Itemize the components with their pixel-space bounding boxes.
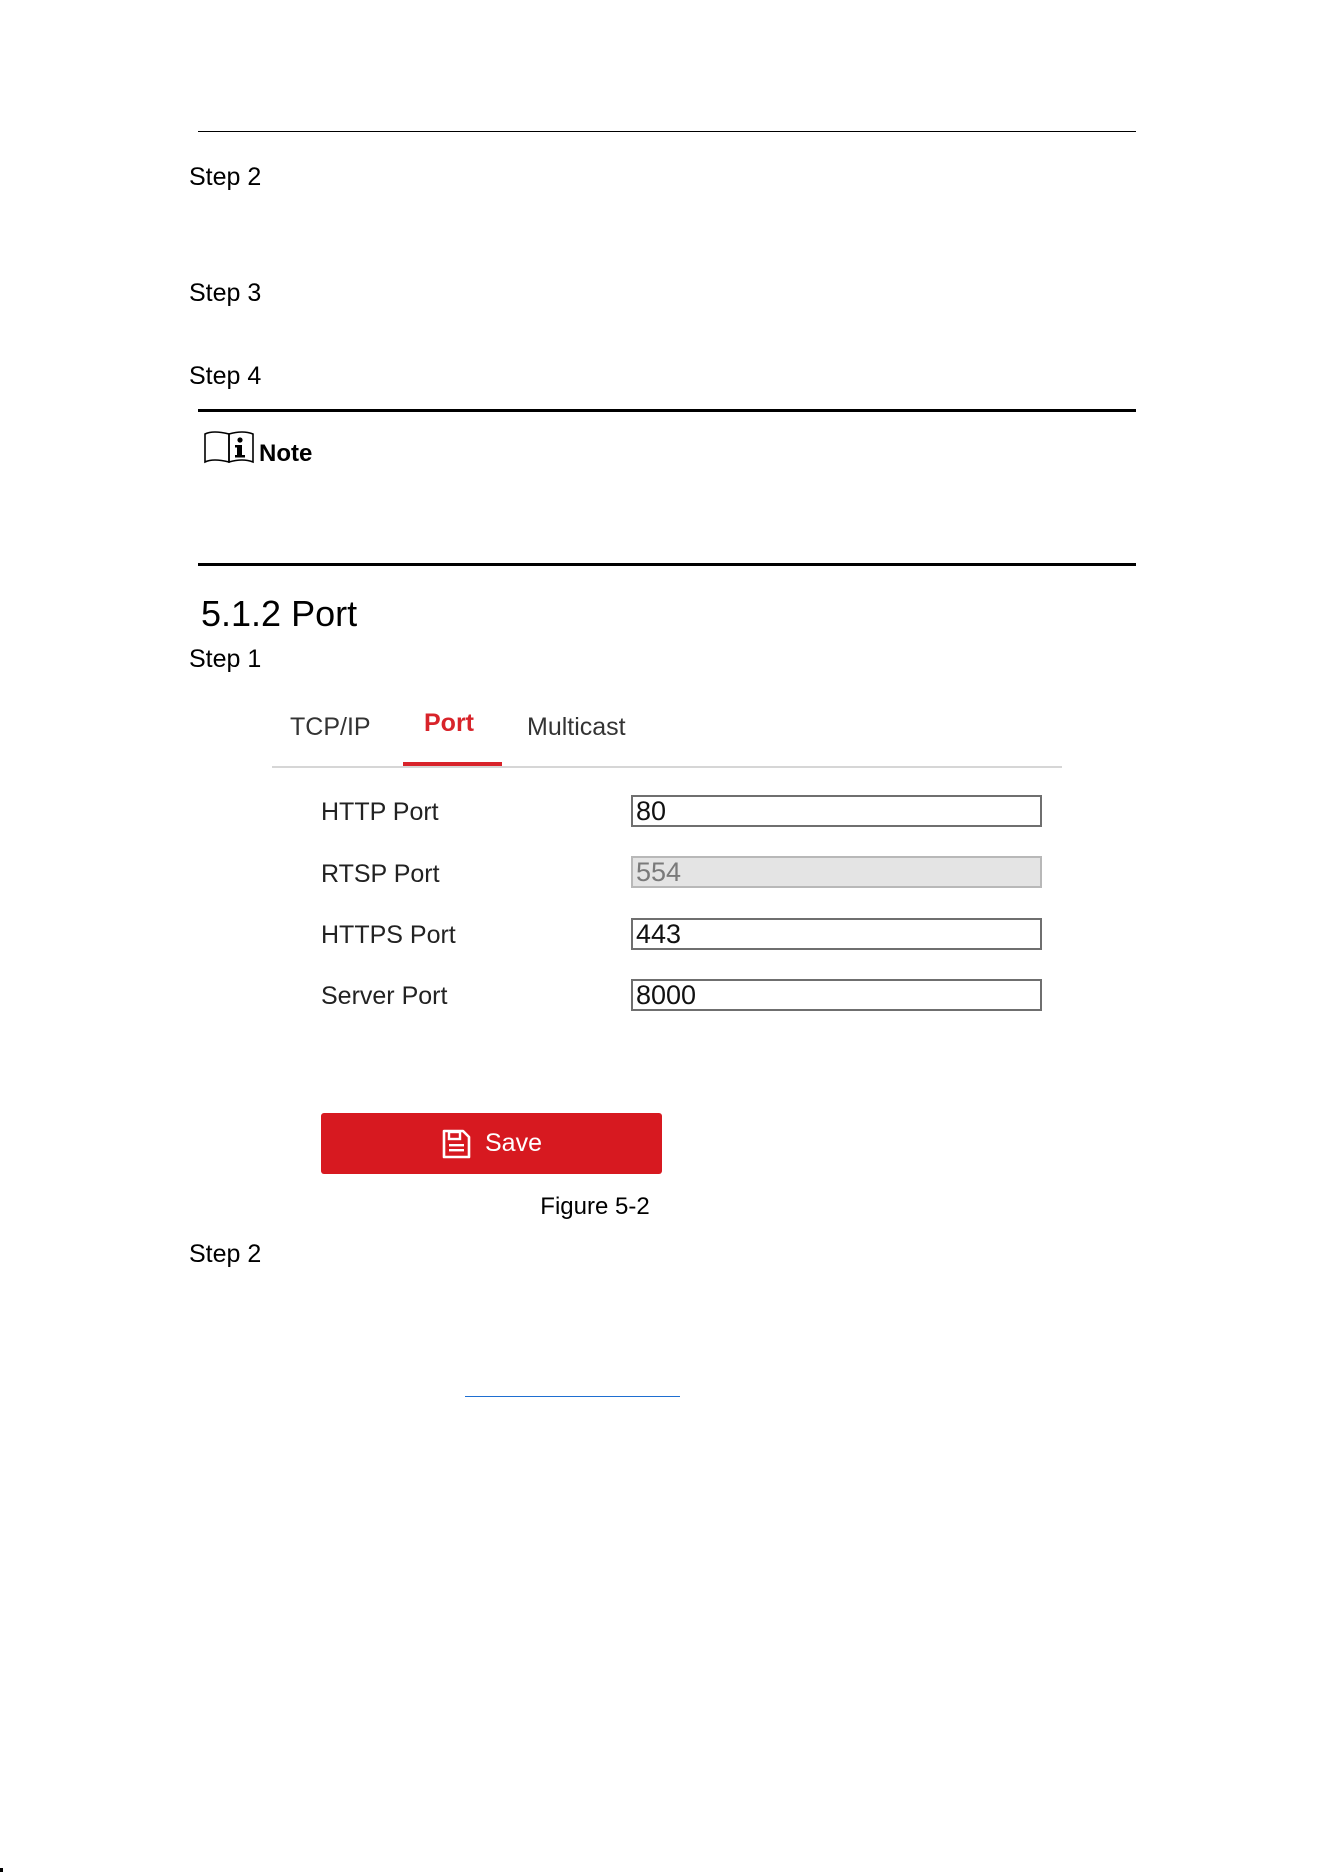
rtsp-port-label: RTSP Port	[321, 860, 440, 888]
tab-bar-divider	[272, 766, 1062, 768]
figure-caption: Figure 5-2	[540, 1193, 650, 1220]
step-label: Step 2	[189, 163, 262, 191]
step-label: Step 4	[189, 362, 262, 390]
step-label: Step 2	[189, 1240, 262, 1268]
https-port-label: HTTPS Port	[321, 921, 456, 949]
note-bottom-rule	[198, 563, 1136, 566]
tab-bar	[272, 700, 1062, 768]
save-button[interactable]	[321, 1113, 662, 1174]
note-top-rule	[198, 409, 1136, 412]
tab-tcp-ip[interactable]: TCP/IP	[290, 713, 371, 741]
tab-port[interactable]: Port	[424, 709, 474, 737]
tab-multicast[interactable]: Multicast	[527, 713, 626, 741]
page-corner-mark	[0, 1868, 3, 1872]
save-button-label: Save	[485, 1129, 542, 1157]
floppy-disk-icon	[441, 1129, 471, 1159]
http-port-label: HTTP Port	[321, 798, 439, 826]
server-port-label: Server Port	[321, 982, 448, 1010]
header-rule	[198, 131, 1136, 132]
section-heading: 5.1.2 Port	[201, 593, 358, 634]
step-label: Step 1	[189, 645, 262, 673]
hyperlink-underline[interactable]	[465, 1396, 680, 1397]
http-port-input[interactable]	[631, 795, 1042, 827]
note-book-info-icon	[203, 428, 255, 466]
step-label: Step 3	[189, 279, 262, 307]
https-port-input[interactable]	[631, 918, 1042, 950]
rtsp-port-input	[631, 856, 1042, 888]
server-port-input[interactable]	[631, 979, 1042, 1011]
note-label: Note	[259, 440, 313, 467]
